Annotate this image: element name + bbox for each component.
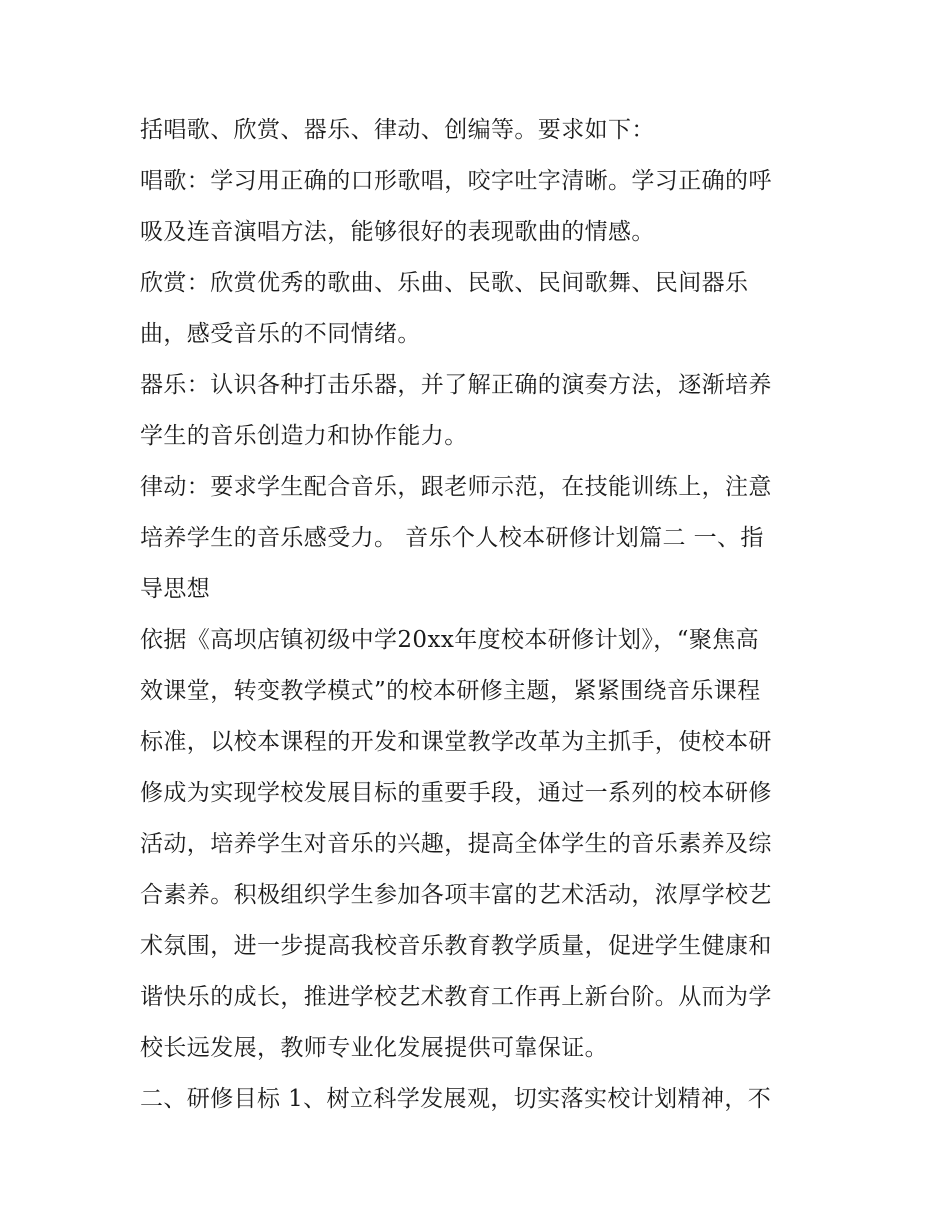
text-line: 括唱歌、欣赏、器乐、律动、创编等。要求如下： [140,117,655,143]
text-line: 学生的音乐创造力和协作能力。 [140,423,468,449]
text-line: 律动：要求学生配合音乐，跟老师示范，在技能训练上，注意 [140,474,772,500]
text-line: 修成为实现学校发展目标的重要手段，通过一系列的校本研修 [140,780,772,806]
text-line: 谐快乐的成长，推进学校艺术教育工作再上新台阶。从而为学 [140,984,772,1010]
body-text [140,105,820,1125]
text-line: 效课堂，转变教学模式”的校本研修主题，紧紧围绕音乐课程 [140,678,761,704]
text-line: 欣赏：欣赏优秀的歌曲、乐曲、民歌、民间歌舞、民间器乐 [140,270,749,296]
text-line: 依据《高坝店镇初级中学20xx年度校本研修计划》，“聚焦高 [140,627,760,653]
text-line: 术氛围，进一步提高我校音乐教育教学质量，促进学生健康和 [140,933,772,959]
text-line: 二、研修目标 1、树立科学发展观，切实落实校计划精神，不 [140,1086,772,1112]
text-line: 曲，感受音乐的不同情绪。 [140,321,421,347]
text-line: 校长远发展，教师专业化发展提供可靠保证。 [140,1035,608,1061]
text-line: 标准，以校本课程的开发和课堂教学改革为主抓手，使校本研 [140,729,772,755]
text-line: 活动，培养学生对音乐的兴趣，提高全体学生的音乐素养及综 [140,831,772,857]
text-line: 吸及连音演唱方法，能够很好的表现歌曲的情感。 [140,219,655,245]
text-line: 培养学生的音乐感受力。 音乐个人校本研修计划篇二 一、指 [140,525,764,551]
text-line: 导思想 [140,576,211,602]
text-line: 合素养。积极组织学生参加各项丰富的艺术活动，浓厚学校艺 [140,882,772,908]
text-line: 唱歌：学习用正确的口形歌唱，咬字吐字清晰。学习正确的呼 [140,168,772,194]
text-line: 器乐：认识各种打击乐器，并了解正确的演奏方法，逐渐培养 [140,372,772,398]
